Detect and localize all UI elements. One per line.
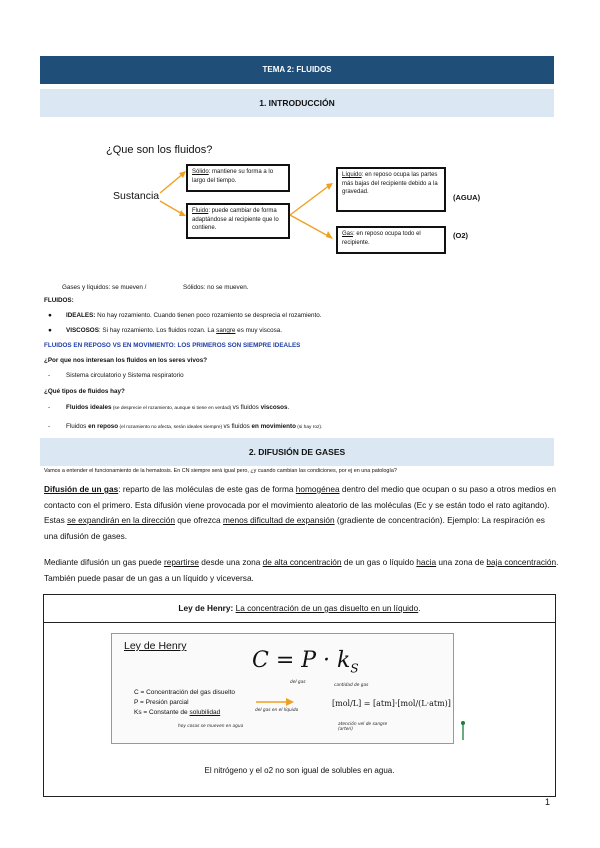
diffusion-lead: Vamos a entender el funcionamiento de la hematosis. En CN siempre será igual pero, ¿y cuando cambian las condiciones, por ej en una patología? [44, 468, 397, 474]
box-gas: Gas: en reposo ocupa todo el recipiente. [336, 226, 446, 254]
handwritten-note-3: cantidad de gas [334, 683, 369, 688]
handwritten-note-4: del gas [290, 680, 306, 685]
diagram-question: ¿Que son los fluidos? [106, 144, 213, 156]
page-number: 1 [545, 797, 551, 807]
henry-footer-note: El nitrógeno y el o2 no son igual de solubles en agua. [204, 766, 395, 775]
type-rest-vs-motion: Fluidos en reposo (el rozamiento no afecta, serán ideales siempre) vs fluidos en movimiento (si hay roz). [66, 423, 323, 430]
henry-table-header: Ley de Henry: La concentración de un gas disuelto en un líquido. [44, 595, 555, 623]
box-solid: Sólido: mantiene su forma a lo largo del tiempo. [186, 164, 290, 192]
question-living-beings: ¿Por que nos interesan los fluidos en los seres vivos? [44, 357, 208, 364]
summary-gases-liquids: Gases y líquidos: se mueven / [62, 284, 147, 291]
handwritten-note-2: hoy cosas se mueven en agua [178, 724, 244, 729]
henry-figure-title: Ley de Henry [124, 640, 187, 652]
section-intro-heading: 1. INTRODUCCIÓN [40, 89, 554, 117]
handwritten-arrow [254, 696, 298, 708]
summary-solids: Sólidos: no se mueven. [183, 284, 249, 291]
question-fluid-types: ¿Qué tipos de fluidos hay? [44, 388, 125, 395]
diagram-root-sustancia: Sustancia [113, 190, 160, 202]
bullet-dot-1: ● [48, 312, 52, 319]
arrow-to-liquid [290, 185, 330, 215]
henry-law-figure [111, 633, 454, 744]
bullet-dot-2: ● [48, 327, 52, 334]
arrow-to-gas [290, 215, 330, 237]
section-diffusion-heading: 2. DIFUSIÓN DE GASES [40, 438, 554, 466]
topic-banner: TEMA 2: FLUIDOS [40, 56, 554, 84]
diffusion-paragraph-1: Difusión de un gas: reparto de las moléculas de este gas de forma homogénea dentro del medio que ocupan o su paso a otros medios en contacto con el primero. Esta difusión viene provocada por el movimiento aleatorio de las moléculas (Ec y se están todo el rato agitando). Estas se expandirán en la dirección que ofrezca menos dificultad de expansión (gradiente de concentración). Ejemplo: La respiración es una difusión de gases. [44, 484, 556, 541]
fluidos-label: FLUIDOS: [44, 297, 74, 304]
answer-systems: Sistema circulatorio y Sistema respiratorio [66, 372, 184, 379]
legend-p: P = Presión parcial [134, 699, 189, 706]
handwritten-note-1: del gas en el líquido [255, 708, 299, 713]
rest-vs-motion-heading: FLUIDOS EN REPOSO VS EN MOVIMIENTO: LOS PRIMEROS SON SIEMPRE IDEALES [44, 342, 301, 349]
label-agua: (AGUA) [453, 193, 481, 202]
dash-3: - [48, 423, 51, 430]
henry-legend [134, 688, 235, 718]
legend-ks: Ks = Constante de solubilidad [134, 709, 221, 716]
arrow-to-solid [160, 173, 184, 193]
diffusion-paragraph-2: Mediante difusión un gas puede repartirse desde una zona de alta concentración de un gas o líquido hacia una zona de baja concentración. También puede pasar de un gas a un líquido y viceversa. [44, 557, 559, 583]
henry-equation: $C = P \cdot k_S$ [252, 648, 359, 676]
dash-2: - [48, 404, 51, 411]
henry-units: [mol/L] = [atm]·[mol/(L·atm)] [332, 699, 451, 708]
box-liquid: Líquido: en reposo ocupa las partes más bajas del recipiente debido a la gravedad. [336, 167, 446, 212]
box-fluid: Fluido: puede cambiar de forma adaptándose al recipiente que lo contiene. [186, 203, 290, 239]
dash-1: - [48, 372, 51, 379]
label-o2: (O2) [453, 231, 468, 240]
green-marker [459, 720, 467, 742]
fluids-ideal-line: IDEALES: No hay rozamiento. Cuando tienen poco rozamiento se desprecia el rozamiento. [66, 312, 322, 319]
handwritten-note-5: atención vel de sangre (arteri) [338, 722, 388, 732]
type-ideal-vs-viscous: Fluidos ideales (se desprecie el rozamiento, aunque si tiene en verdad) vs fluidos viscosos. [66, 404, 290, 411]
legend-c: C = Concentración del gas disuelto [134, 689, 235, 696]
fluids-viscous-line: VISCOSOS: Si hay rozamiento. Los fluidos rozan. La sangre es muy viscosa. [66, 327, 282, 334]
